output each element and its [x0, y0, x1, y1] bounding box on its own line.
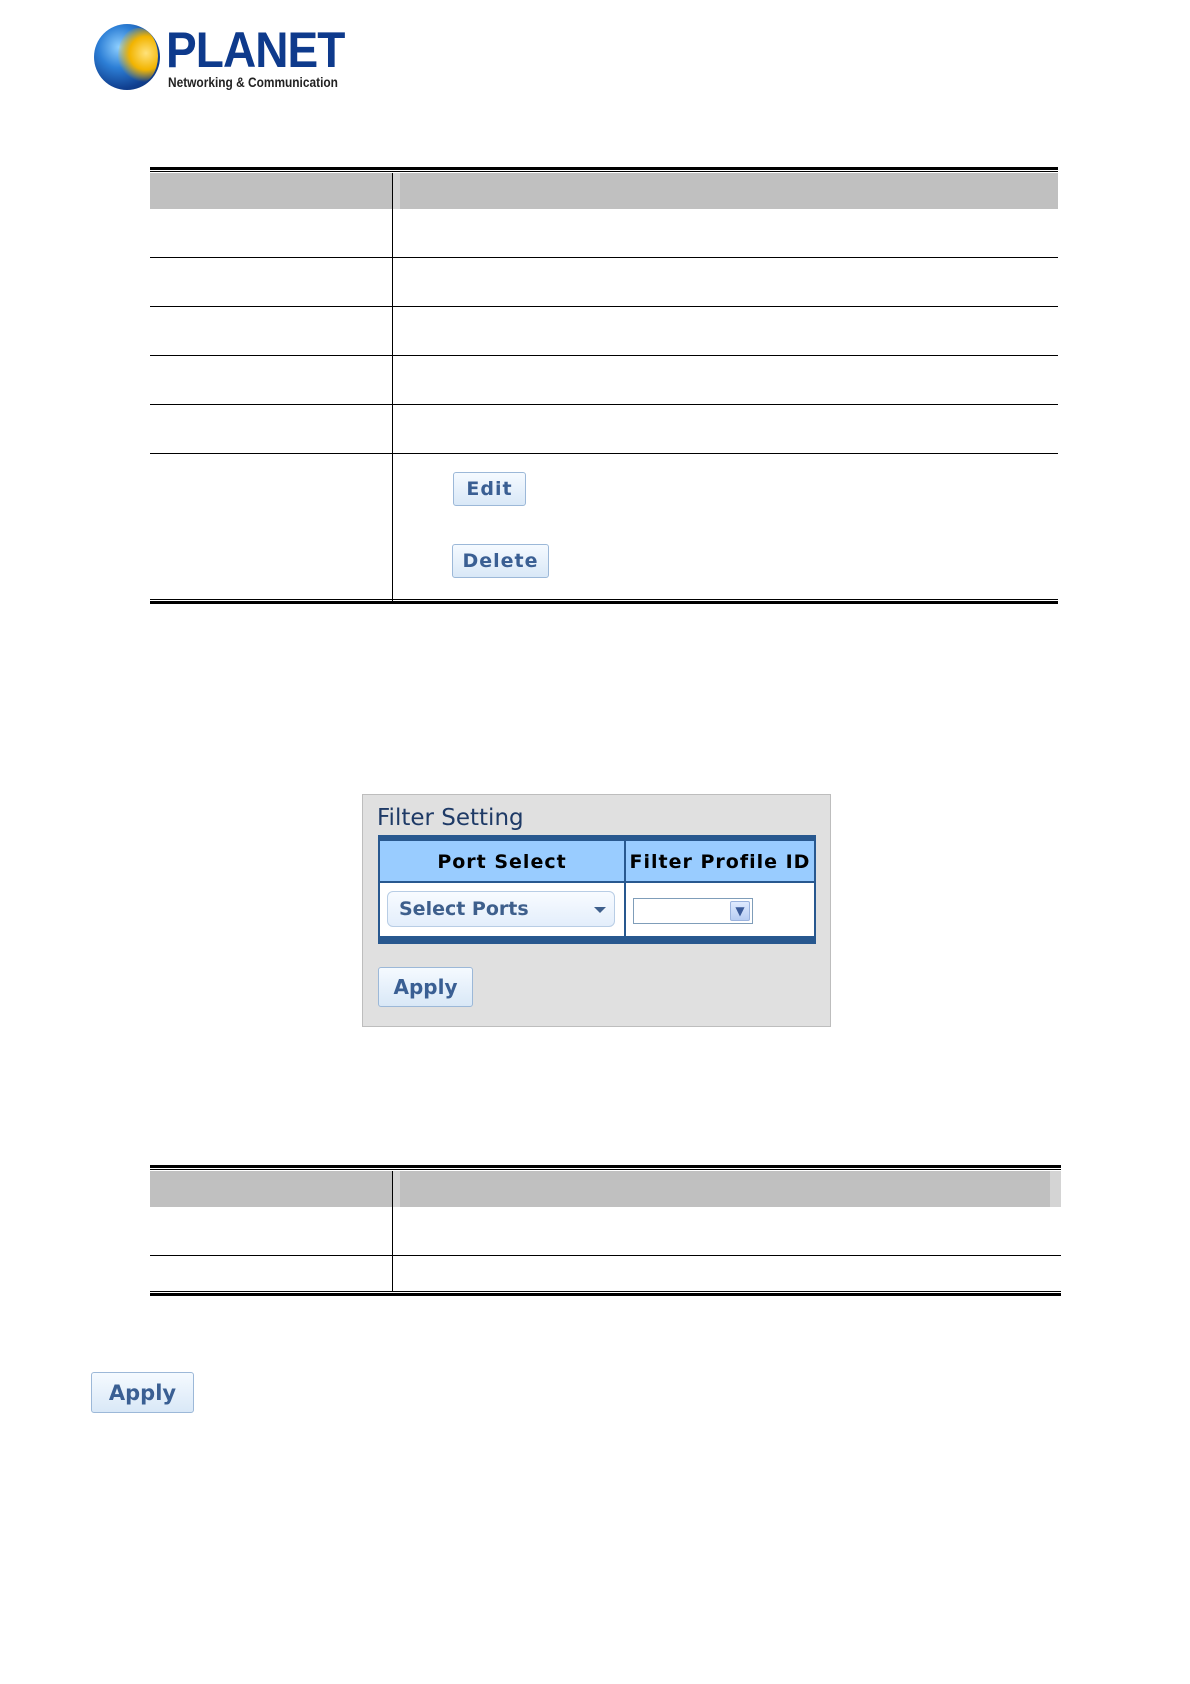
logo-swoosh — [118, 28, 158, 84]
table-row-divider — [150, 404, 1058, 405]
panel-apply-button[interactable]: Apply — [378, 967, 473, 1007]
caret-down-icon — [594, 907, 606, 913]
table-row-divider — [150, 257, 1058, 258]
table-header — [150, 173, 1058, 209]
column-header-filter-profile-id: Filter Profile ID — [629, 851, 811, 873]
delete-button[interactable]: Delete — [452, 544, 549, 578]
parameter-table-1 — [150, 167, 1058, 607]
filter-profile-id-select[interactable] — [633, 898, 753, 924]
panel-title: Filter Setting — [377, 805, 524, 831]
table-row-divider — [150, 453, 1058, 454]
header-divider-right — [1050, 1171, 1061, 1207]
table-row-divider — [150, 306, 1058, 307]
column-header-port-select: Port Select — [437, 851, 567, 873]
logo-brand: PLANET — [166, 22, 345, 78]
filter-table — [378, 835, 816, 944]
logo-tagline: Networking & Communication — [168, 74, 338, 90]
table-row-divider — [150, 355, 1058, 356]
parameter-table-2 — [150, 1165, 1061, 1297]
table-top-rule — [150, 167, 1058, 172]
table-header — [150, 1171, 1061, 1207]
edit-button[interactable]: Edit — [453, 472, 526, 506]
chevron-down-icon: ▼ — [730, 901, 750, 921]
port-select-dropdown[interactable] — [387, 891, 615, 927]
column-divider — [392, 1171, 393, 1292]
table-bottom-rule — [150, 1291, 1061, 1296]
planet-logo — [94, 22, 354, 90]
filter-setting-panel — [362, 794, 831, 1027]
table-bottom-rule — [150, 599, 1058, 604]
table-row-divider — [150, 1255, 1061, 1256]
apply-button[interactable]: Apply — [91, 1372, 194, 1413]
header-divider — [392, 173, 400, 209]
header-divider — [392, 1171, 400, 1207]
table-top-rule — [150, 1165, 1061, 1170]
table-bottom-bar — [380, 936, 814, 942]
column-divider — [392, 173, 393, 601]
port-select-label: Select Ports — [399, 898, 529, 920]
